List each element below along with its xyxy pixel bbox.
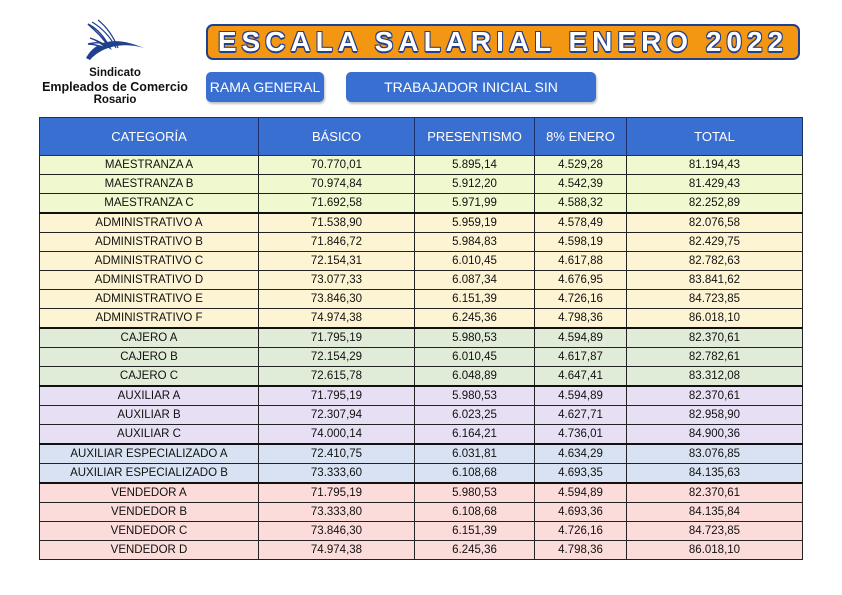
cell-presentismo: 6.108,68 [415, 464, 535, 484]
cell-basico: 74.974,38 [259, 541, 415, 560]
cell-total: 82.958,90 [627, 406, 803, 425]
cell-8-enero: 4.693,35 [535, 464, 627, 484]
cell-basico: 70.770,01 [259, 156, 415, 175]
cell-basico: 72.154,31 [259, 252, 415, 271]
cell-8-enero: 4.617,87 [535, 348, 627, 367]
cell-total: 86.018,10 [627, 541, 803, 560]
logo-line-sindicato: Sindicato [89, 67, 141, 79]
cell-categoria: VENDEDOR A [40, 483, 259, 503]
cell-8-enero: 4.588,32 [535, 194, 627, 214]
cell-total: 82.370,61 [627, 386, 803, 406]
cell-basico: 71.795,19 [259, 328, 415, 348]
cell-categoria: CAJERO B [40, 348, 259, 367]
cell-8-enero: 4.726,16 [535, 290, 627, 309]
cell-basico: 73.333,60 [259, 464, 415, 484]
cell-categoria: VENDEDOR C [40, 522, 259, 541]
cell-presentismo: 6.108,68 [415, 503, 535, 522]
cell-8-enero: 4.693,36 [535, 503, 627, 522]
column-header-total: TOTAL [627, 118, 803, 156]
logo-line-rosario: Rosario [93, 94, 137, 106]
cell-categoria: AUXILIAR B [40, 406, 259, 425]
cell-total: 83.076,85 [627, 444, 803, 464]
column-header-presentismo: PRESENTISMO [415, 118, 535, 156]
cell-categoria: AUXILIAR A [40, 386, 259, 406]
cell-total: 84.723,85 [627, 522, 803, 541]
table-row [40, 503, 803, 522]
table-row [40, 328, 803, 348]
cell-categoria: AUXILIAR ESPECIALIZADO B [40, 464, 259, 484]
cell-categoria: AUXILIAR C [40, 425, 259, 445]
cell-categoria: CAJERO A [40, 328, 259, 348]
cell-categoria: ADMINISTRATIVO F [40, 309, 259, 329]
table-row [40, 541, 803, 560]
cell-basico: 74.974,38 [259, 309, 415, 329]
table-row [40, 406, 803, 425]
cell-total: 82.076,58 [627, 213, 803, 233]
cell-categoria: AUXILIAR ESPECIALIZADO A [40, 444, 259, 464]
cell-presentismo: 6.010,45 [415, 252, 535, 271]
table-row [40, 483, 803, 503]
cell-8-enero: 4.617,88 [535, 252, 627, 271]
cell-total: 83.841,62 [627, 271, 803, 290]
cell-presentismo: 6.245,36 [415, 309, 535, 329]
cell-8-enero: 4.529,28 [535, 156, 627, 175]
cell-categoria: ADMINISTRATIVO C [40, 252, 259, 271]
cell-presentismo: 6.151,39 [415, 290, 535, 309]
cell-basico: 72.307,94 [259, 406, 415, 425]
cell-categoria: ADMINISTRATIVO B [40, 233, 259, 252]
table-row [40, 309, 803, 329]
cell-categoria: VENDEDOR D [40, 541, 259, 560]
table-row [40, 271, 803, 290]
cell-8-enero: 4.594,89 [535, 483, 627, 503]
table-row [40, 464, 803, 484]
cell-8-enero: 4.736,01 [535, 425, 627, 445]
cell-presentismo: 6.031,81 [415, 444, 535, 464]
cell-presentismo: 6.245,36 [415, 541, 535, 560]
cell-basico: 70.974,84 [259, 175, 415, 194]
cell-total: 82.370,61 [627, 483, 803, 503]
cell-presentismo: 6.164,21 [415, 425, 535, 445]
table-row [40, 175, 803, 194]
cell-8-enero: 4.647,41 [535, 367, 627, 387]
trabajador-inicial-tag: TRABAJADOR INICIAL SIN [346, 72, 596, 102]
cell-presentismo: 6.087,34 [415, 271, 535, 290]
cell-8-enero: 4.578,49 [535, 213, 627, 233]
cell-presentismo: 6.010,45 [415, 348, 535, 367]
cell-total: 82.429,75 [627, 233, 803, 252]
cell-total: 84.723,85 [627, 290, 803, 309]
table-header-row [40, 118, 803, 156]
table-row [40, 233, 803, 252]
cell-total: 82.782,61 [627, 348, 803, 367]
cell-8-enero: 4.627,71 [535, 406, 627, 425]
column-header-8-enero: 8% ENERO [535, 118, 627, 156]
cell-presentismo: 5.980,53 [415, 328, 535, 348]
cell-total: 86.018,10 [627, 309, 803, 329]
cell-categoria: MAESTRANZA B [40, 175, 259, 194]
rama-general-tag: RAMA GENERAL [206, 72, 324, 102]
cell-basico: 71.846,72 [259, 233, 415, 252]
union-logo [36, 18, 194, 118]
winged-wheel-icon [82, 18, 148, 66]
cell-8-enero: 4.598,19 [535, 233, 627, 252]
table-row [40, 348, 803, 367]
cell-presentismo: 6.151,39 [415, 522, 535, 541]
cell-basico: 71.795,19 [259, 483, 415, 503]
cell-presentismo: 6.048,89 [415, 367, 535, 387]
cell-basico: 72.615,78 [259, 367, 415, 387]
table-row [40, 156, 803, 175]
table-row [40, 367, 803, 387]
table-row [40, 522, 803, 541]
cell-presentismo: 5.971,99 [415, 194, 535, 214]
cell-categoria: ADMINISTRATIVO A [40, 213, 259, 233]
table-row [40, 252, 803, 271]
cell-total: 81.429,43 [627, 175, 803, 194]
cell-8-enero: 4.634,29 [535, 444, 627, 464]
cell-presentismo: 5.959,19 [415, 213, 535, 233]
cell-total: 82.252,89 [627, 194, 803, 214]
table-body [40, 156, 803, 560]
cell-basico: 72.410,75 [259, 444, 415, 464]
table-row [40, 290, 803, 309]
cell-8-enero: 4.594,89 [535, 328, 627, 348]
cell-categoria: VENDEDOR B [40, 503, 259, 522]
cell-categoria: MAESTRANZA C [40, 194, 259, 214]
salary-table [39, 117, 803, 560]
cell-total: 83.312,08 [627, 367, 803, 387]
cell-basico: 73.077,33 [259, 271, 415, 290]
cell-8-enero: 4.542,39 [535, 175, 627, 194]
cell-basico: 71.795,19 [259, 386, 415, 406]
cell-categoria: ADMINISTRATIVO D [40, 271, 259, 290]
cell-categoria: CAJERO C [40, 367, 259, 387]
cell-presentismo: 5.912,20 [415, 175, 535, 194]
cell-basico: 73.333,80 [259, 503, 415, 522]
cell-presentismo: 6.023,25 [415, 406, 535, 425]
table-row [40, 425, 803, 445]
cell-presentismo: 5.980,53 [415, 483, 535, 503]
cell-categoria: MAESTRANZA A [40, 156, 259, 175]
table-row [40, 386, 803, 406]
cell-8-enero: 4.676,95 [535, 271, 627, 290]
logo-line-empleados: Empleados de Comercio [42, 80, 188, 94]
cell-total: 84.135,63 [627, 464, 803, 484]
cell-8-enero: 4.798,36 [535, 309, 627, 329]
cell-total: 81.194,43 [627, 156, 803, 175]
cell-presentismo: 5.895,14 [415, 156, 535, 175]
cell-presentismo: 5.984,83 [415, 233, 535, 252]
cell-8-enero: 4.726,16 [535, 522, 627, 541]
cell-total: 84.135,84 [627, 503, 803, 522]
cell-basico: 73.846,30 [259, 290, 415, 309]
cell-total: 82.370,61 [627, 328, 803, 348]
cell-basico: 71.538,90 [259, 213, 415, 233]
cell-basico: 74.000,14 [259, 425, 415, 445]
table-row [40, 194, 803, 214]
cell-8-enero: 4.798,36 [535, 541, 627, 560]
table-row [40, 213, 803, 233]
cell-total: 84.900,36 [627, 425, 803, 445]
cell-basico: 73.846,30 [259, 522, 415, 541]
cell-total: 82.782,63 [627, 252, 803, 271]
title-banner: ESCALA SALARIAL ENERO 2022 [206, 24, 800, 60]
column-header-basico: BÁSICO [259, 118, 415, 156]
table-row [40, 444, 803, 464]
cell-basico: 71.692,58 [259, 194, 415, 214]
cell-presentismo: 5.980,53 [415, 386, 535, 406]
cell-8-enero: 4.594,89 [535, 386, 627, 406]
column-header-categoria: CATEGORÍA [40, 118, 259, 156]
cell-basico: 72.154,29 [259, 348, 415, 367]
cell-categoria: ADMINISTRATIVO E [40, 290, 259, 309]
